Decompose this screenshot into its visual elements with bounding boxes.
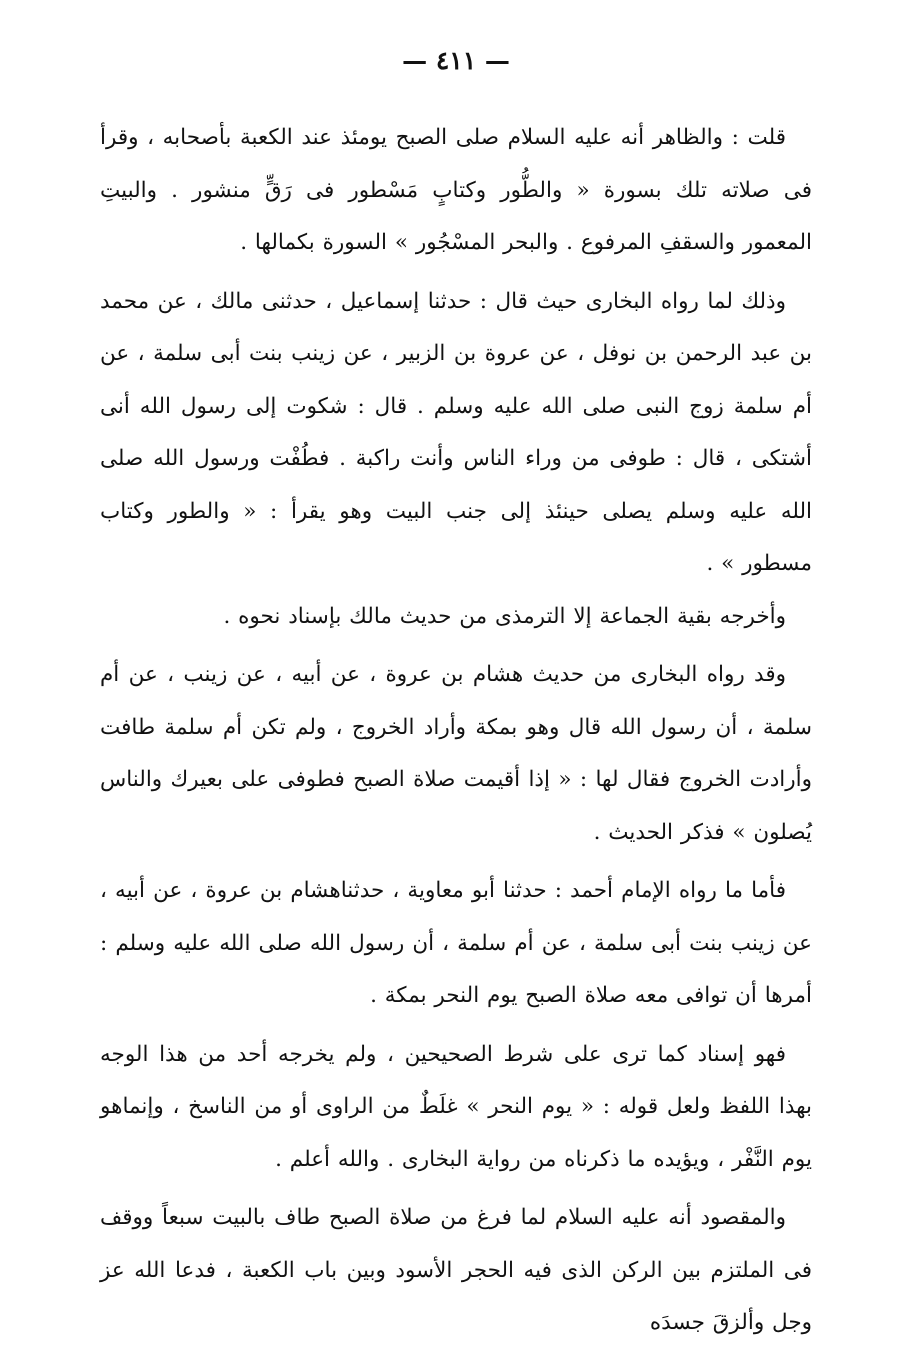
paragraph-other-narrations: وأخرجه بقية الجماعة إلا الترمذى من حديث مالك بإسناد نحوه .: [223, 603, 786, 629]
paragraph-bukhari-narration: وذلك لما رواه البخارى حيث قال : حدثنا إسماعيل ، حدثنى مالك ، عن محمد بن عبد الرحمن بن نوفل ، عن عروة بن الزبير ، عن زينب بنت أبى سلمة ، عن أم سلمة زوج النبى صلى الله عليه وسلم . قال : شكوت إلى رسول الله أنى أشتكى ، قال : طوفى من وراء الناس وأنت راكبة . فطُفْت ورسول الله صلى الله عليه وسلم يصلى حينئذ إلى جنب البيت وهو يقرأ : « والطور وكتاب مسطور » .: [100, 288, 812, 576]
paragraph-ahmad-narration: فأما ما رواه الإمام أحمد : حدثنا أبو معاوية ، حدثناهشام بن عروة ، عن أبيه ، عن زينب بنت أبى سلمة ، عن أم سلمة ، أن رسول الله صلى الله عليه وسلم : أمرها أن توافى معه صلاة الصبح يوم النحر بمكة .: [100, 878, 812, 1008]
page-number: — ٤١١ —: [402, 46, 510, 75]
paragraph-multazam: والمقصود أنه عليه السلام لما فرغ من صلاة الصبح طاف بالبيت سبعاً ووقف فى الملتزم بين الركن الذى فيه الحجر الأسود وبين باب الكعبة ، فدعا الله عز وجل وألزقَ جسدَه: [100, 1205, 812, 1335]
paragraph-recitation: قلت : والظاهر أنه عليه السلام صلى الصبح يومئذ عند الكعبة بأصحابه ، وقرأ فى صلاته تلك بسورة « والطُّور وكتابٍ مَسْطور فى رَقٍّ منشور . والبيتِ المعمور والسقفِ المرفوع . والبحر المسْجُور » السورة بكمالها .: [100, 125, 812, 255]
paragraph-isnad-commentary: فهو إسناد كما ترى على شرط الصحيحين ، ولم يخرجه أحد من هذا الوجه بهذا اللفظ ولعل قوله : « يوم النحر » غلَطٌ من الراوى أو من الناسخ ، وإنماهو يوم النَّفْر ، ويؤيده ما ذكرناه من رواية البخارى . والله أعلم .: [100, 1041, 812, 1172]
paragraph-hisham-narration: وقد رواه البخارى من حديث هشام بن عروة ، عن أبيه ، عن زينب ، عن أم سلمة ، أن رسول الله قال وهو بمكة وأراد الخروج ، ولم تكن أم سلمة طافت وأرادت الخروج فقال لها : « إذا أقيمت صلاة الصبح فطوفى على بعيرك والناس يُصلون » فذكر الحديث .: [100, 662, 812, 845]
